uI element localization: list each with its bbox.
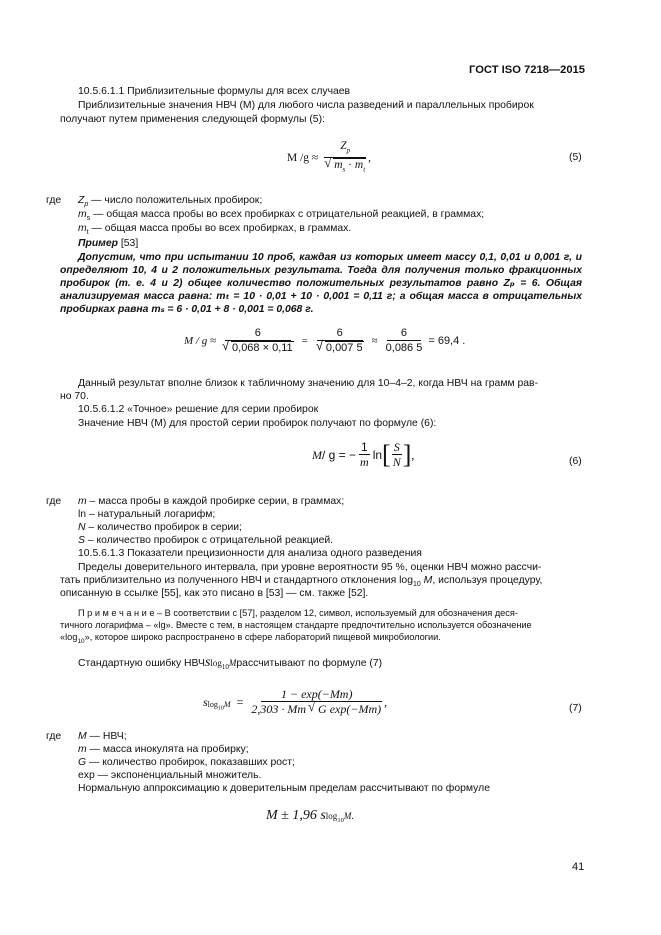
sqrt-radicand: $m_s \cdot m_t$ [334,159,366,174]
section-heading-10-5-6-1-3: 10.5.6.1.3 Показатели прецизионности для анализа одного разведения [78,548,422,559]
paragraph-line: но 70. [60,391,89,402]
example-fraction-3: $\frac{6}{0,086 5}$ [385,327,423,354]
formula-6-inner-fraction: $\frac{S}{N}$ [392,440,401,469]
formula-7: s $_{log_{10}M}$ = 1 − exp(−Mm) 2,303 · Mm √ G exp(−Mm) , [203,687,388,716]
where-M: M — НВЧ; [78,731,127,742]
section-heading-10-5-6-1-2: 10.5.6.1.2 «Точное» решение для серии пробирок [78,404,319,415]
example-fraction-1: 6 √ 0,068 × 0,11 [222,327,293,354]
bracket-left: [ [382,440,391,469]
zp-symbol: Z [340,140,347,152]
paragraph-line: получают путем применения следующей формулы (5): [60,114,325,125]
where-m: m – масса пробы в каждой пробирке серии, в граммах; [78,496,345,507]
example-fraction-2: 6 √ 0,007 5 [315,327,363,354]
stderr-line: Стандартную ошибку НВЧ s $\log_{10}M$ рассчитывают по формуле (7) [78,655,383,671]
where-m: m — масса инокулята на пробирку; [78,744,249,755]
where-label: где [46,195,62,206]
section-heading-10-5-6-1-1: 10.5.6.1.1 Приблизительные формулы для всех случаев [78,86,351,97]
where-s: S – количество пробирок с отрицательной реакцией. [78,535,334,546]
sqrt [324,155,366,176]
formula-5-denominator [322,155,368,176]
zp-subscript: p [346,146,351,155]
note-line: П р и м е ч а н и е – В соответствии с [57], разделом 12, символ, используемый для обозначения деся- [78,608,518,618]
formula-8: M ± 1,96 s $\log_{10}M$ . [266,808,354,824]
paragraph-line: описанную в ссылке [55], как это писано в [53] — см. также [52]. [60,588,369,599]
note-line: тичного логарифма – «lg». Вместе с тем, в настоящем стандарте предпочтительно используется обозначение [60,620,532,630]
formula-5-lhs: M /g ≈ [287,152,319,165]
where-label: где [46,731,62,742]
example-formula: M / g ≈ 6 √ 0,068 × 0,11 = 6 √ 0,007 5 ≈ $\frac{6}{0,086 5}$ = 69,4 . [184,327,466,354]
example-formula-lhs: M / g ≈ [184,335,217,347]
where-exp: exp — экспоненциальный множитель. [78,770,262,781]
where-G: G — количество пробирок, показавших рост; [78,757,295,768]
note-label: П р и м е ч а н и е [78,608,155,618]
formula-5-comma: , [368,152,372,165]
paragraph-line: Пределы доверительного интервала, при уровне вероятности 95 %, оценки НВЧ можно рассчи- [78,562,542,573]
where-label: где [46,496,62,507]
paragraph-line: Приблизительные значения НВЧ (М) для любого числа разведений и параллельных пробирок [78,100,534,111]
paragraph-line: Нормальную аппроксимацию к доверительным пределам рассчитывают по формуле [78,783,490,794]
formula-6-fraction: $\frac{1}{m}$ [360,440,369,469]
where-ms: $m_s$ — общая масса пробы во всех пробирках с отрицательной реакцией, в граммах; [78,209,485,223]
formula-6: M / g = − $\frac{1}{m}$ ln [ $\frac{S}{N}$ ] , [312,440,415,469]
formula-7-fraction: 1 − exp(−Mm) 2,303 · Mm √ G exp(−Mm) [251,687,382,716]
where-mt: $m_t$ — общая масса пробы во всех пробирках, в граммах. [78,223,352,237]
where-n: N – количество пробирок в серии; [78,522,242,533]
example-label: Пример [53] [78,238,139,249]
formula-6-number: (6) [569,456,582,467]
formula-5 [287,140,371,177]
note-line: «$\log_{10}$», которое широко распространено в сфере лабораторий пищевой микробиологии. [60,632,441,645]
page-number: 41 [572,861,585,873]
where-ln: ln – натуральный логарифм; [78,509,216,520]
example-text: Допустим, что при испытании 10 проб, каждая из которых имеет массу 0,1, 0,01 и 0,001 г, и определяют 10, 4 и 2 положительных результата. Тогда для получения только фракционных пробирок (т. е. 4 и 2) общее количество положительных результатов равно Zₚ = 6. Общая анализируемая масса равна: mₜ = 10 · 0,01 + 10 · 0,001 = 0,11 г; а общая масса в отрицательных пробирках равна mₛ = 6 · 0,01 + 8 · 0,001 = 0,068 г. [60,252,583,315]
sqrt-sign: √ [324,155,332,171]
standard-header: ГОСТ ISO 7218—2015 [469,64,585,76]
where-zp: $Z_p$ — число положительных пробирок; [78,195,263,209]
paragraph-line: Данный результат вполне близок к табличному значению для 10–4–2, когда НВЧ на грамм рав- [78,378,539,389]
formula-5-fraction [322,140,368,177]
paragraph-line: тать приблизительно из полученного НВЧ и стандартного отклонения $\log_{10} M$, используя процедуру, [60,575,543,589]
formula-7-number: (7) [569,703,582,714]
bracket-right: ] [402,440,412,469]
paragraph-line: Значение НВЧ (М) для простой серии пробирок получают по формуле (6): [78,418,437,429]
formula-5-number: (5) [569,152,582,163]
